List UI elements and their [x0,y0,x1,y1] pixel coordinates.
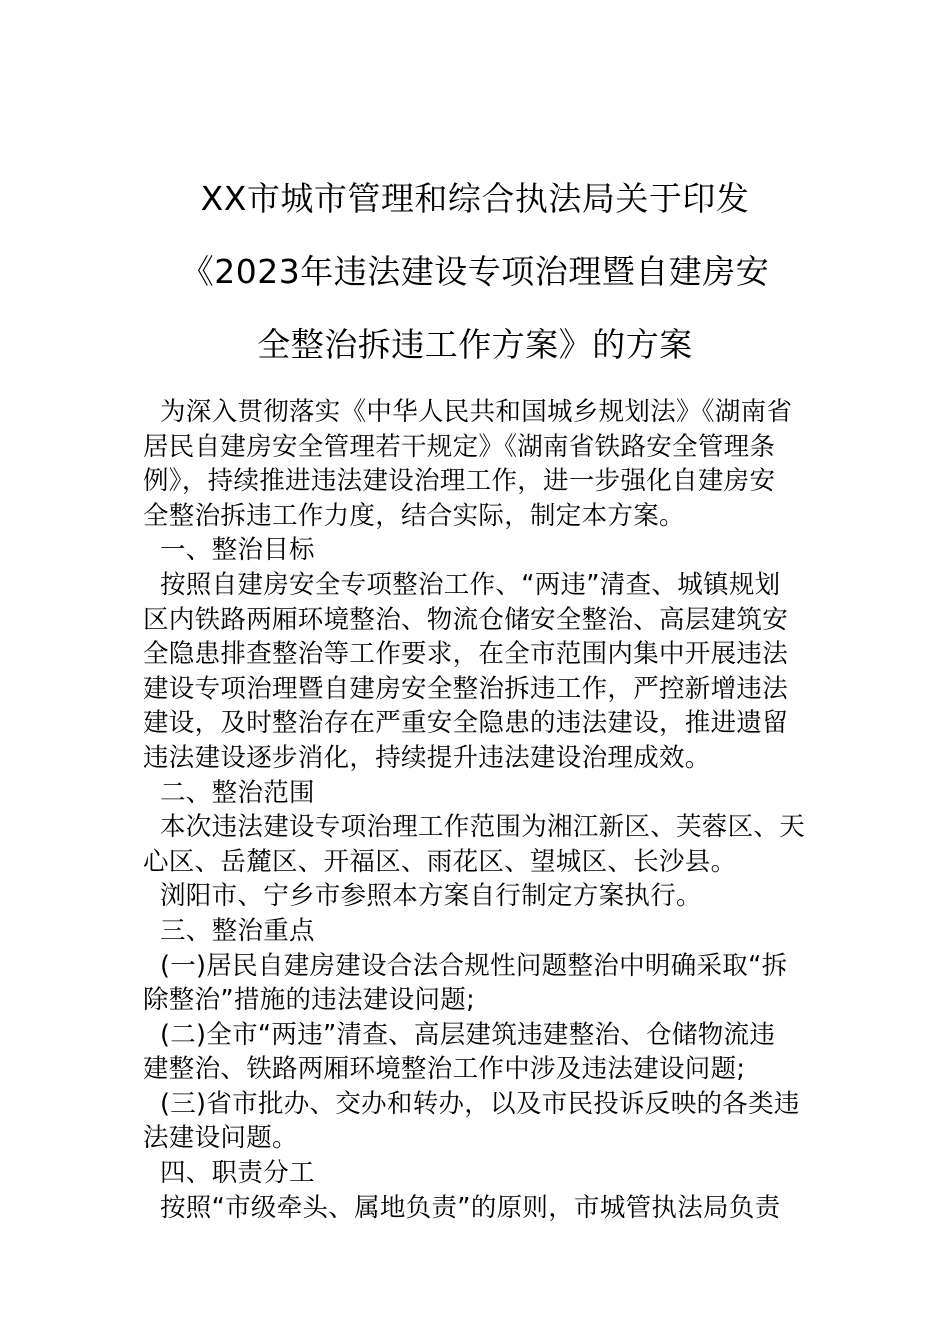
body-line: 本次违法建设专项治理工作范围为湘江新区、芙蓉区、天 [160,812,806,843]
body-line: 法建设问题。 [143,1123,298,1154]
body-line: 建设专项治理暨自建房安全整治拆违工作，严控新增违法 [143,673,789,704]
body-line: 违法建设逐步消化，持续提升违法建设治理成效。 [143,742,711,773]
body-line: 除整治”措施的违法建设问题; [143,985,476,1016]
title-line: 《2023年违法建设专项治理暨自建房安 [180,252,770,291]
body-line: 全隐患排查整治等工作要求，在全市范围内集中开展违法 [143,639,789,670]
body-line: 为深入贯彻落实《中华人民共和国城乡规划法》《湖南省 [160,397,793,427]
title-line: 全整治拆违工作方案》的方案 [257,325,693,364]
body-line: (三)省市批办、交办和转办，以及市民投诉反映的各类违 [160,1088,800,1119]
body-line: 例》，持续推进违法建设治理工作，进一步强化自建房安 [143,466,776,497]
body-line: 按照自建房安全专项整治工作、“两违”清查、城镇规划 [160,569,781,600]
body-line: 浏阳市、宁乡市参照本方案自行制定方案执行。 [160,881,702,912]
body-line: 建整治、铁路两厢环境整治工作中涉及违法建设问题; [143,1054,746,1085]
title-line: XX市城市管理和综合执法局关于印发 [200,179,750,218]
body-line: 全整治拆违工作力度，结合实际，制定本方案。 [143,500,685,531]
body-line: (二)全市“两违”清查、高层建筑违建整治、仓储物流违 [160,1019,776,1050]
body-line: 区内铁路两厢环境整治、物流仓储安全整治、高层建筑安 [143,604,789,635]
body-line: 四、职责分工 [160,1158,315,1189]
document-title [140,162,810,381]
body-line: 心区、岳麓区、开福区、雨花区、望城区、长沙县。 [143,846,737,877]
body-line: 二、整治范围 [160,777,315,808]
document-body [143,395,815,1225]
body-line: 一、整治目标 [160,535,315,566]
body-line: 按照“市级牵头、属地负责”的原则，市城管执法局负责 [160,1192,781,1223]
body-line: 三、整治重点 [160,915,315,946]
body-line: (一)居民自建房建设合法合规性问题整治中明确采取“拆 [160,950,788,981]
body-line: 建设，及时整治存在严重安全隐患的违法建设，推进遗留 [143,708,789,739]
body-line: 居民自建房安全管理若干规定》《湖南省铁路安全管理条 [143,431,776,462]
